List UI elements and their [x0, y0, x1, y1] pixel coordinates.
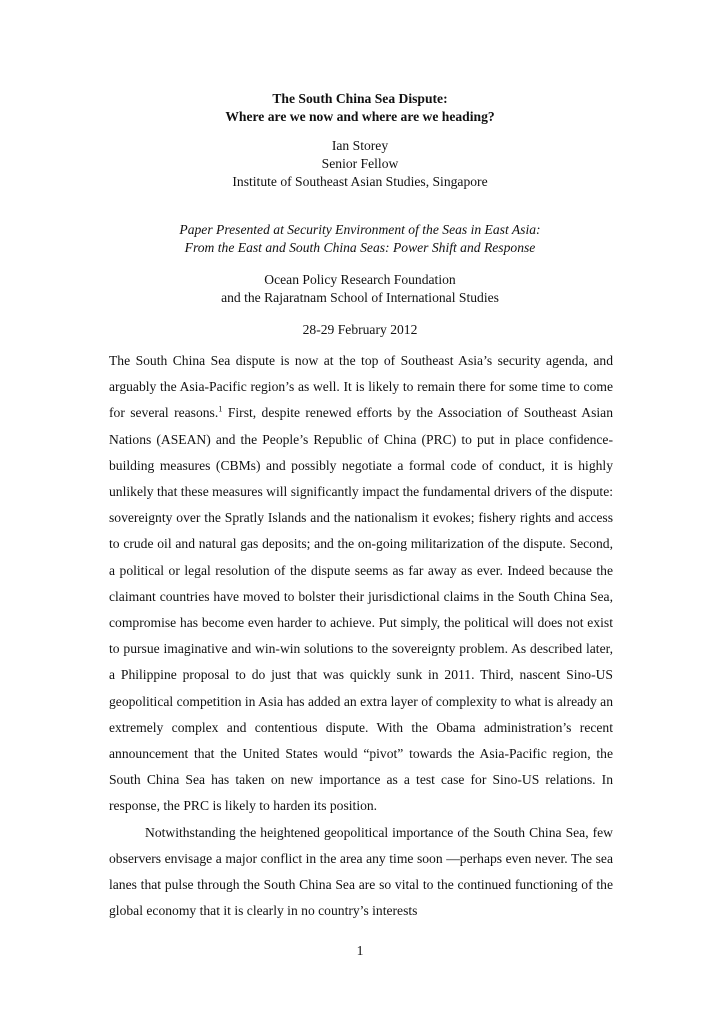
host-block	[0, 271, 720, 307]
conference-date: 28-29 February 2012	[302, 322, 418, 337]
paragraph-1-text-a: The South China Sea dispute is now at the top of Southeast Asia’s security agenda, and arguably the Asia-Pacific region’s as well. It is likely to remain there for some time to come for several reasons.	[109, 353, 613, 421]
host-line-2: and the Rajaratnam School of International Studies	[221, 290, 499, 305]
author-position: Senior Fellow	[321, 156, 399, 171]
title-line-1: The South China Sea Dispute:	[272, 91, 448, 106]
paragraph-1	[109, 348, 613, 820]
paragraph-1-text-b: First, despite renewed efforts by the Association of Southeast Asian Nations (ASEAN) and the People’s Republic of China (PRC) to put in place confidence-building measures (CBMs) and possibly negotiate a formal code of conduct, it is highly unlikely that these measures will significantly impact the fundamental drivers of the dispute: sovereignty over the Spratly Islands and the nationalism it evokes; fishery rights and access to crude oil and natural gas deposits; and the on-going militarization of the dispute. Second, a political or legal resolution of the dispute seems as far away as ever. Indeed because the claimant countries have moved to bolster their jurisdictional claims in the South China Sea, compromise has become even harder to achieve. Put simply, the political will does not exist to pursue imaginative and win-win solutions to the sovereignty problem. As described later, a Philippine proposal to do just that was quickly sunk in 2011. Third, nascent Sino-US geopolitical competition in Asia has added an extra layer of complexity to what is already an extremely complex and contentious dispute. With the Obama administration’s recent announcement that the United States would “pivot” towards the Asia-Pacific region, the South China Sea has taken on new importance as a test case for Sino-US relations. In response, the PRC is likely to harden its position.	[109, 405, 613, 814]
host-line-1: Ocean Policy Research Foundation	[264, 272, 456, 287]
body-text	[109, 348, 613, 924]
page-number: 1	[356, 943, 364, 958]
author-name: Ian Storey	[331, 138, 389, 153]
paper-title	[0, 90, 720, 126]
footnote-marker: 1	[218, 403, 223, 414]
venue-line-1: Paper Presented at Security Environment of the Seas in East Asia:	[179, 222, 541, 237]
paragraph-2: Notwithstanding the heightened geopolitical importance of the South China Sea, few observers envisage a major conflict in the area any time soon ―perhaps even never. The sea lanes that pulse through the South China Sea are so vital to the continued functioning of the global economy that it is clearly in no country’s interests	[109, 824, 613, 919]
author-affiliation: Institute of Southeast Asian Studies, Singapore	[232, 174, 488, 189]
venue-line-2: From the East and South China Seas: Power Shift and Response	[184, 240, 536, 255]
venue-block	[0, 221, 720, 257]
title-line-2: Where are we now and where are we heading?	[225, 109, 495, 124]
author-block	[0, 137, 720, 191]
